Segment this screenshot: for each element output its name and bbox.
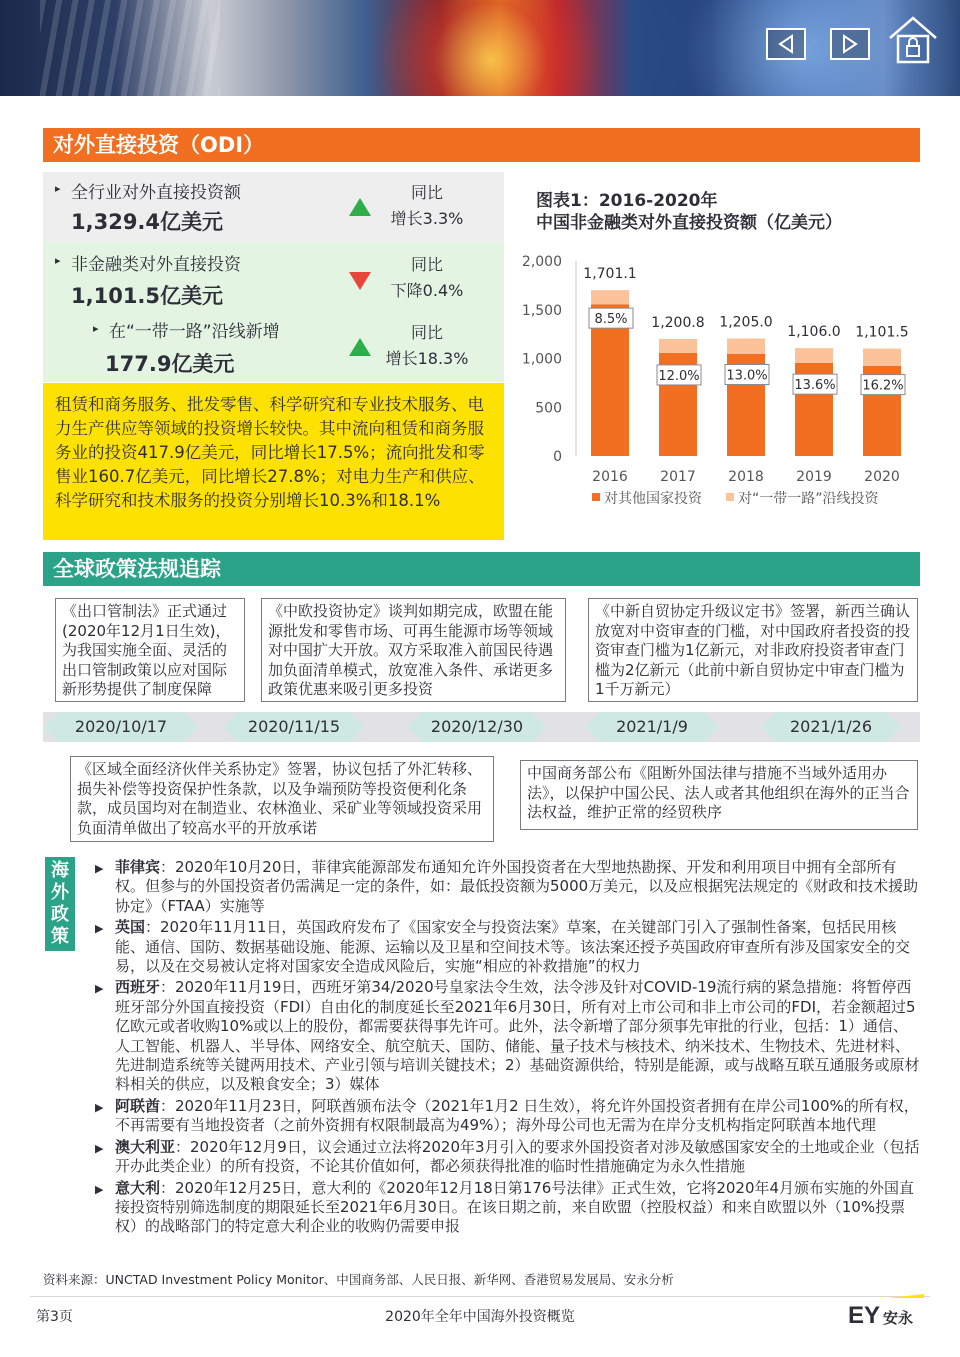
- overseas-policy-list: [95, 858, 920, 1239]
- legend-label: 对“一带一路”沿线投资: [738, 491, 879, 507]
- timeline-event-2020-12-30: 《中欧投资协定》谈判如期完成，欧盟在能源批发和零售市场、可再生能源市场等领域对中国扩大开放。双方采取准入前国民待遇加负面清单模式，放宽准入条件、承诺更多政策优惠来吸引更多投资: [261, 598, 566, 702]
- ey-logo: [848, 1294, 928, 1328]
- next-page-button[interactable]: [830, 28, 870, 60]
- chart-title-line2: 中国非金融类对外直接投资额（亿美元）: [536, 213, 842, 233]
- bar-belt-road: [795, 348, 833, 363]
- chart-title-line1: 图表1：2016-2020年: [536, 191, 718, 211]
- header-banner: [0, 0, 960, 96]
- bar-total-label: 1,701.1: [583, 266, 637, 283]
- legend-swatch: [726, 493, 734, 501]
- svg-text:安永: 安永: [883, 1309, 914, 1327]
- bar-total-label: 1,106.0: [787, 324, 841, 341]
- banner-globe-glow: [360, 0, 620, 96]
- odi-section-header: 对外直接投资（ODI）: [43, 128, 920, 162]
- banner-decoration: [40, 0, 220, 96]
- bar-total-label: 1,101.5: [855, 324, 909, 341]
- x-tick-label: 2019: [796, 469, 832, 485]
- country-name: 意大利: [115, 1178, 161, 1197]
- yoy-label: 同比: [410, 323, 443, 342]
- footer-title: 2020年全年中国海外投资概览: [385, 1309, 575, 1325]
- list-item: [95, 978, 920, 1094]
- bullet-arrow-icon: ▸: [55, 254, 61, 267]
- yoy-value: 下降0.4%: [390, 281, 464, 300]
- belt-road-label: 在“一带一路”沿线新增: [109, 322, 280, 342]
- yoy-value: 增长3.3%: [390, 209, 464, 228]
- bar-total-label: 1,200.8: [651, 314, 705, 331]
- policy-text: ：2020年11月23日，阿联酋颁布法令（2021年1月2 日生效），将允许外国投资者拥有在岸公司100%的所有权，不再需要有当地投资者（之前外资拥有权限制最高为49%）；海外母公司也无需为在岸分支机构指定阿联酋本地代理: [115, 1096, 919, 1135]
- non-financial-odi-panel: [43, 242, 504, 382]
- list-item: [95, 918, 920, 976]
- non-financial-yoy: [377, 252, 477, 304]
- bullet-arrow-icon: ▸: [93, 322, 99, 335]
- odi-bar-chart: [508, 245, 920, 515]
- prev-page-button[interactable]: [766, 28, 806, 60]
- timeline-date: 2021/1/9: [600, 712, 704, 742]
- total-odi-panel: [43, 172, 504, 242]
- list-item: [95, 1138, 920, 1177]
- timeline-event-2020-10-17: 《出口管制法》正式通过(2020年12月1日生效)，为我国实施全面、灵活的出口管制政策以应对国际新形势提供了制度保障: [55, 598, 245, 702]
- policy-text: ：2020年10月20日，菲律宾能源部发布通知允许外国投资者在大型地热勘探、开发和利用项目中拥有全部所有权。但参与的外国投资者仍需满足一定的条件，如：最低投资额为5000万美元，以及应根据宪法规定的《财政和技术援助协定》（FTAA）实施等: [115, 858, 919, 915]
- total-odi-value: 1,329.4亿美元: [71, 210, 224, 234]
- bar-belt-road: [659, 339, 697, 353]
- next-arrow-icon: [832, 30, 868, 58]
- legend-label: 对其他国家投资: [604, 491, 702, 507]
- policy-text: ：2020年12月25日，意大利的《2020年12月18日第176号法律》正式生效，它将2020年4月颁布实施的外国直接投资特别筛选制度的期限延长至2021年6月30日。在该日期之前，来自欧盟（控股权益）和来自欧盟以外（10%投票权）的战略部门的特定意大利企业的收购仍需要申报: [115, 1178, 915, 1236]
- policy-text: ：2020年11月11日，英国政府发布了《国家安全与投资法案》草案，在关键部门引入了强制性备案，包括民用核能、通信、国防、数据基础设施、能源、运输以及卫星和空间技术等。该法案还授予英国政府审查所有涉及国家安全的交易，以及在交易被认定将对国家安全造成风险后，实施“相应的补救措施”的权力: [115, 918, 911, 976]
- footer-divider: [30, 1296, 930, 1297]
- bar-belt-road: [727, 339, 765, 354]
- legend-swatch: [592, 493, 600, 501]
- prev-arrow-icon: [768, 30, 804, 58]
- page-number: 第3页: [36, 1309, 73, 1325]
- y-tick-label: 0: [553, 449, 562, 465]
- timeline-date: 2020/11/15: [238, 712, 350, 742]
- timeline-date: 2020/10/17: [58, 712, 184, 742]
- down-arrow-icon: [349, 272, 371, 290]
- total-odi-label: 全行业对外直接投资额: [71, 183, 241, 203]
- x-tick-label: 2016: [592, 469, 628, 485]
- timeline-event-2020-11-15: 《区域全面经济伙伴关系协定》签署，协议包括了外汇转移、损失补偿等投资保护性条款，以及争端预防等投资便利化条款，成员国均对在制造业、农林渔业、采矿业等领域投资采用负面清单做出了较高水平的开放承诺: [70, 756, 494, 842]
- non-financial-label: 非金融类对外直接投资: [71, 255, 241, 275]
- overseas-policy-tag: 海外政策: [45, 857, 75, 951]
- country-name: 菲律宾: [115, 858, 161, 876]
- x-tick-label: 2017: [660, 469, 696, 485]
- share-label: 13.6%: [794, 378, 836, 394]
- bar-belt-road: [591, 290, 629, 304]
- y-tick-label: 2,000: [521, 254, 562, 270]
- timeline-event-2021-01-26: 《中新自贸协定升级议定书》签署，新西兰确认放宽对中资审查的门槛，对中国政府者投资的投资审查门槛为1亿新元，对非政府投资者审查门槛为2亿新元（此前中新自贸协定中审查门槛为1千万新元）: [588, 598, 918, 702]
- country-name: 西班牙: [115, 978, 161, 997]
- y-tick-label: 500: [535, 400, 562, 417]
- yoy-label: 同比: [410, 255, 443, 274]
- policy-text: ：2020年11月19日，西班牙第34/2020号皇家法令生效，法令涉及针对COVID-19流行病的紧急措施：将暂停西班牙部分外国直接投资（FDI）自由化的制度延长至2021年6月30日，所有对上市公司和非上市公司的FDI，若金额超过5亿欧元或者收购10%或以上的股份，都需要获得事先许可。此外，法令新增了部分须事先审批的行业，包括：1）通信、人工智能、机器人、半导体、网络安全、航空航天、国防、储能、量子技术与核技术、纳米技术、生物技术、先进材料、先进制造系统等关键两用技术、产业引领与培训关键技术；2）基础资源供给，特别是能源，或与战略互联互通服务或原材料相关的供应，以及粮食安全；3）媒体: [115, 978, 920, 1094]
- y-tick-label: 1,000: [521, 351, 562, 368]
- bar-belt-road: [863, 349, 901, 366]
- share-label: 8.5%: [594, 312, 628, 328]
- belt-road-yoy: [377, 320, 477, 372]
- x-tick-label: 2020: [864, 469, 900, 485]
- list-item: [95, 1097, 920, 1136]
- share-label: 16.2%: [862, 378, 904, 394]
- source-note: 资料来源：UNCTAD Investment Policy Monitor、中国商务部、人民日报、新华网、香港贸易发展局、安永分析: [43, 1272, 674, 1287]
- x-tick-label: 2018: [728, 469, 764, 485]
- bar-total-label: 1,205.0: [719, 314, 773, 331]
- list-item: [95, 1179, 920, 1237]
- policy-section-header: 全球政策法规追踪: [43, 552, 920, 586]
- timeline-date: 2021/1/26: [776, 712, 886, 742]
- y-tick-label: 1,500: [521, 302, 562, 319]
- up-arrow-icon: [349, 198, 371, 216]
- country-name: 阿联酋: [115, 1096, 161, 1115]
- bullet-arrow-icon: ▸: [55, 182, 61, 195]
- home-button[interactable]: [884, 14, 942, 64]
- policy-text: ：2020年12月9日，议会通过立法将2020年3月引入的要求外国投资者对涉及敏感国家安全的土地或企业（包括开办此类企业）的所有投资，不论其价值如何，都必须获得批准的临时性措施确定为永久性措施: [115, 1137, 920, 1176]
- odi-highlight-text: 租赁和商务服务、批发零售、科学研究和专业技术服务、电力生产供应等领域的投资增长较快。其中流向租赁和商务服务业的投资417.9亿美元，同比增长17.5%；流向批发和零售业160.7亿美元，同比增长27.8%；对电力生产和供应、科学研究和技术服务的投资分别增长10.3%和18.1%: [43, 383, 504, 540]
- yoy-label: 同比: [410, 183, 443, 202]
- yoy-value: 增长18.3%: [385, 349, 469, 368]
- share-label: 12.0%: [658, 368, 700, 384]
- list-item: [95, 858, 920, 916]
- total-odi-yoy: [377, 180, 477, 232]
- belt-road-value: 177.9亿美元: [105, 352, 235, 376]
- timeline-date: 2020/12/30: [422, 712, 532, 742]
- country-name: 澳大利亚: [115, 1137, 176, 1156]
- share-label: 13.0%: [726, 368, 768, 384]
- svg-text:EY: EY: [848, 1302, 881, 1328]
- timeline-event-2021-01-09: 中国商务部公布《阻断外国法律与措施不当域外适用办法》，以保护中国公民、法人或者其他组织在海外的正当合法权益，维护正常的经贸秩序: [520, 760, 918, 830]
- home-lock-icon: [884, 14, 942, 64]
- non-financial-value: 1,101.5亿美元: [71, 284, 224, 308]
- country-name: 英国: [115, 918, 146, 937]
- up-arrow-icon: [349, 338, 371, 356]
